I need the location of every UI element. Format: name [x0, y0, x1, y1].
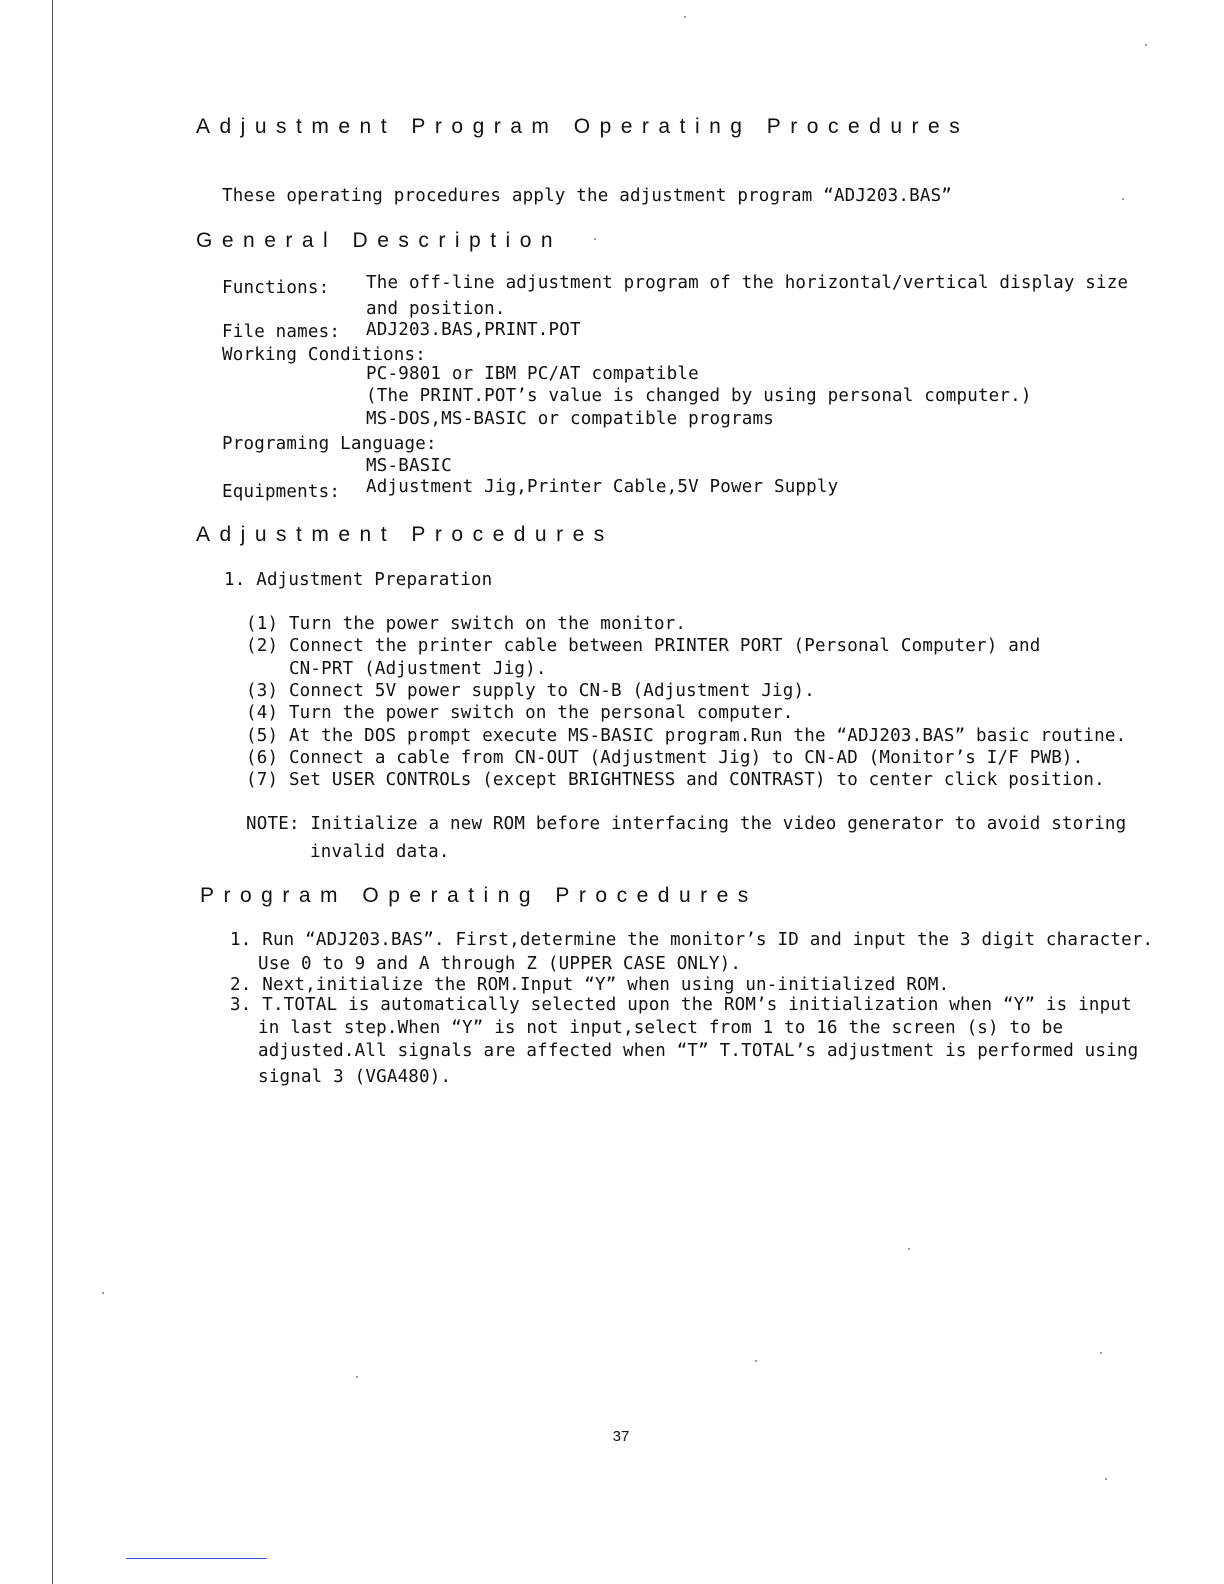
working-conditions-line2: (The PRINT.POT’s value is changed by using personal computer.): [366, 386, 1032, 406]
general-description-heading: General Description: [196, 229, 563, 252]
preparation-step: (1) Turn the power switch on the monitor.: [246, 614, 687, 634]
working-conditions-line1: PC-9801 or IBM PC/AT compatible: [366, 364, 699, 384]
adjustment-procedures-heading: Adjustment Procedures: [196, 523, 614, 546]
intro-text: These operating procedures apply the adjustment program “ADJ203.BAS”: [222, 186, 953, 206]
adjustment-preparation-subheading: 1. Adjustment Preparation: [224, 570, 493, 590]
programming-language-value: MS-BASIC: [366, 456, 452, 476]
program-step-continued: adjusted.All signals are affected when “T” T.TOTAL’s adjustment is performed using: [258, 1041, 1139, 1061]
scan-speck: [1122, 198, 1124, 200]
binding-edge-line: [52, 0, 53, 1584]
programming-language-label: Programing Language:: [222, 434, 437, 454]
scan-speck: [594, 238, 596, 240]
preparation-step: (5) At the DOS prompt execute MS-BASIC program.Run the “ADJ203.BAS” basic routine.: [246, 726, 1127, 746]
program-step-continued: Use 0 to 9 and A through Z (UPPER CASE ONLY).: [258, 954, 742, 974]
equipments-label: Equipments:: [222, 482, 341, 502]
preparation-step: (7) Set USER CONTROLs (except BRIGHTNESS and CONTRAST) to center click position.: [246, 770, 1105, 790]
scan-speck: [1100, 1352, 1102, 1354]
functions-value-line1: The off-line adjustment program of the horizontal/vertical display size: [366, 273, 1129, 293]
preparation-step: (6) Connect a cable from CN-OUT (Adjustment Jig) to CN-AD (Monitor’s I/F PWB).: [246, 748, 1084, 768]
footer-rule: [126, 1558, 267, 1559]
scan-speck: [755, 1360, 757, 1362]
scan-speck: [356, 1376, 358, 1378]
preparation-step: (4) Turn the power switch on the personal computer.: [246, 703, 794, 723]
program-step: 2. Next,initialize the ROM.Input “Y” when using un-initialized ROM.: [230, 975, 950, 995]
scan-speck: [684, 16, 686, 18]
functions-label: Functions:: [222, 278, 330, 298]
program-operating-procedures-heading: Program Operating Procedures: [200, 884, 758, 907]
scan-speck: [1105, 1478, 1107, 1480]
program-step-continued: signal 3 (VGA480).: [258, 1067, 452, 1087]
program-step-continued: in last step.When “Y” is not input,select from 1 to 16 the screen (s) to be: [258, 1018, 1064, 1038]
functions-value-line2: and position.: [366, 299, 506, 319]
preparation-step: (2) Connect the printer cable between PRINTER PORT (Personal Computer) and: [246, 636, 1041, 656]
note-line1: NOTE: Initialize a new ROM before interfacing the video generator to avoid storing: [246, 814, 1127, 834]
scan-speck: [1145, 44, 1147, 46]
note-line2: invalid data.: [310, 842, 450, 862]
program-step: 3. T.TOTAL is automatically selected upon the ROM’s initialization when “Y” is input: [230, 995, 1132, 1015]
page-title: Adjustment Program Operating Procedures: [196, 115, 970, 138]
page-number: 37: [612, 1428, 630, 1445]
scan-speck: [102, 1292, 104, 1294]
preparation-step: (3) Connect 5V power supply to CN-B (Adjustment Jig).: [246, 681, 816, 701]
equipments-value: Adjustment Jig,Printer Cable,5V Power Supply: [366, 477, 839, 497]
file-names-value: ADJ203.BAS,PRINT.POT: [366, 320, 581, 340]
scan-speck: [908, 1248, 910, 1250]
working-conditions-line3: MS-DOS,MS-BASIC or compatible programs: [366, 409, 774, 429]
working-conditions-label: Working Conditions:: [222, 345, 426, 365]
program-step: 1. Run “ADJ203.BAS”. First,determine the monitor’s ID and input the 3 digit character.: [230, 930, 1154, 950]
file-names-label: File names:: [222, 322, 341, 342]
preparation-step-continued: CN-PRT (Adjustment Jig).: [246, 659, 547, 679]
